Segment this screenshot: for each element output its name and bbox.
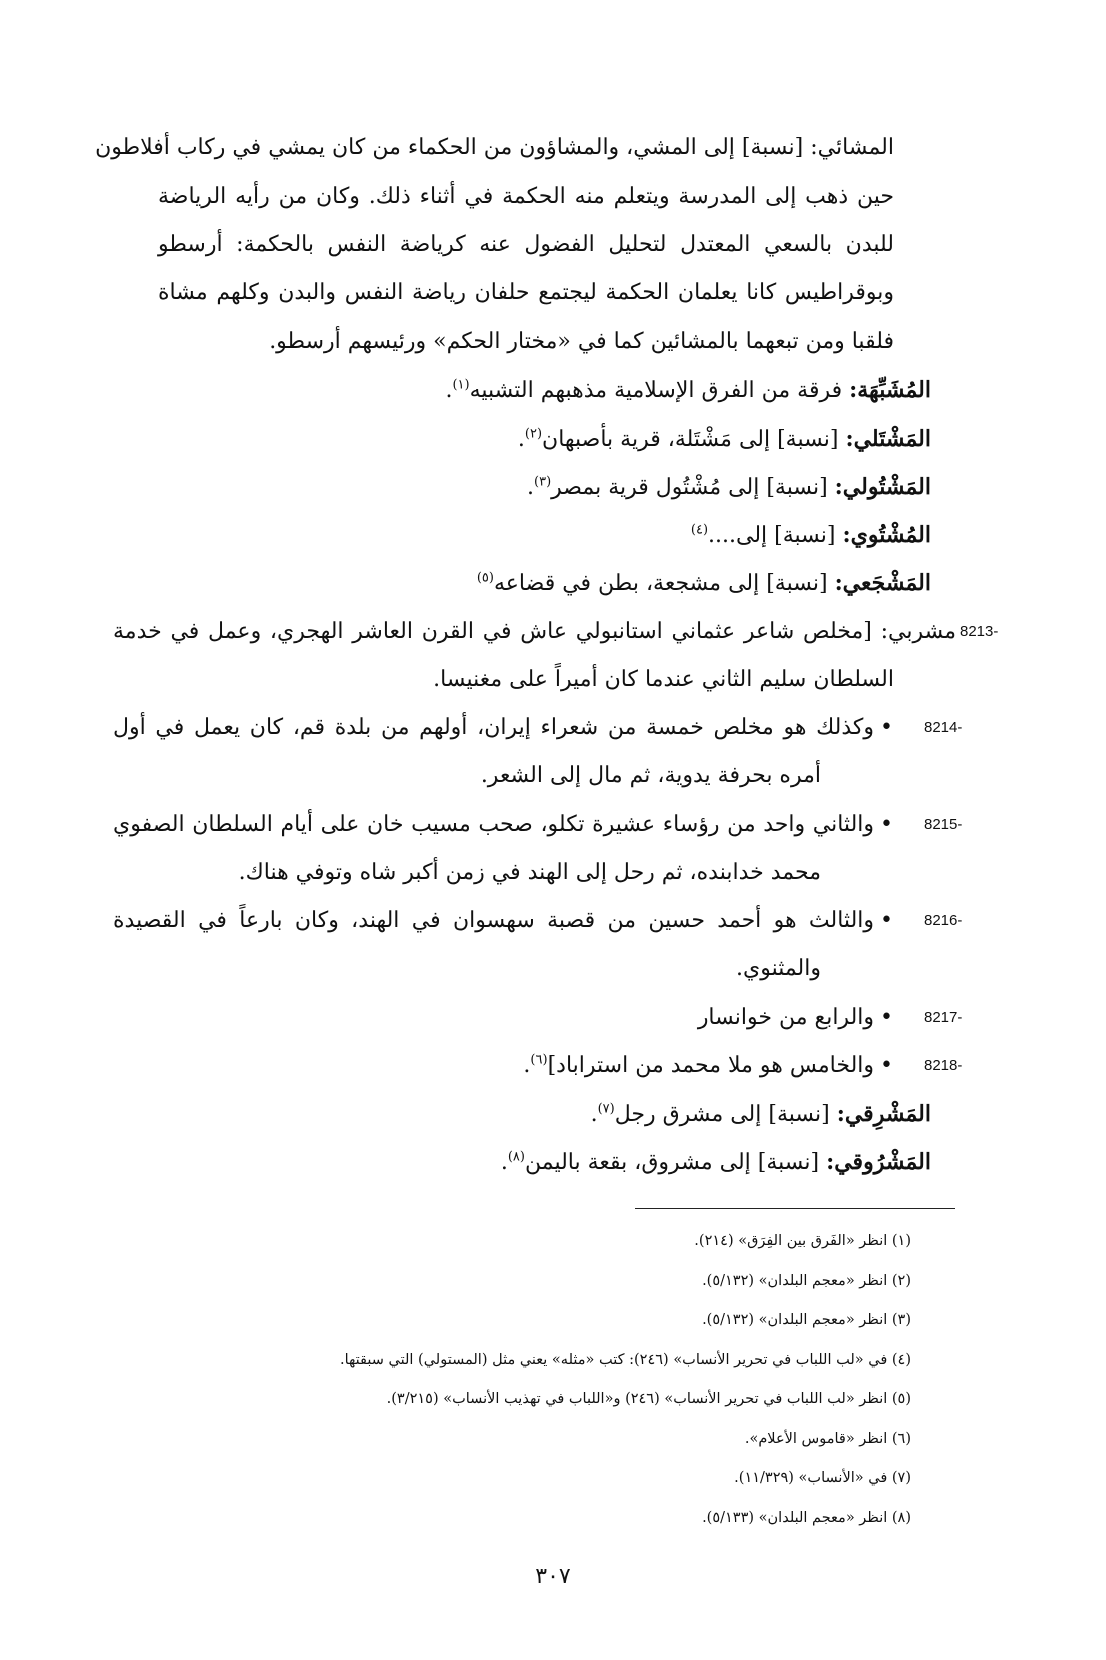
body-line (113, 906, 893, 936)
bullet-icon: • (880, 908, 893, 933)
dictionary-entry (171, 1147, 931, 1177)
body-line: المشائي: [نسبة] إلى المشي، والمشاؤون من الحكماء من كان يمشي في ركاب أفلاطون (95, 135, 894, 160)
dictionary-entry (171, 424, 931, 454)
footnote: (٥) انظر «لب اللباب في تحرير الأنساب» (٢٤٦) و«اللباب في تهذيب الأنساب» (٣/٢١٥). (386, 1391, 911, 1407)
body-line: السلطان سليم الثاني عندما كان أميراً على مغنيسا. (433, 667, 894, 692)
entry-text: [نسبة] إلى مشجعة، بطن في قضاعه (493, 571, 835, 596)
bullet-icon: • (880, 1005, 893, 1030)
body-line: مشربي: [مخلص شاعر عثماني استانبولي عاش في القرن العاشر الهجري، وعمل في خدمة (113, 619, 956, 644)
entry-headword: المَشْجَعي: (834, 570, 931, 596)
entry-headword: المَشْتُولي: (834, 474, 931, 500)
entry-number: 8213- (960, 623, 999, 640)
footnote: (٣) انظر «معجم البلدان» (٥/١٣٢). (702, 1312, 911, 1328)
footnote-ref[interactable]: (٦) (530, 1052, 548, 1068)
footnote: (٤) في «لب اللباب في تحرير الأنساب» (٢٤٦): كتب «مثله» يعني مثل (المستولي) التي سبقتها. (339, 1352, 911, 1368)
dictionary-entry (171, 568, 931, 598)
bullet-icon: • (880, 812, 893, 837)
entry-number: 8214- (924, 719, 963, 736)
dictionary-entry (171, 375, 931, 405)
entry-text: فرقة من الفرق الإسلامية مذهبهم التشبيه (469, 378, 850, 403)
line-text: وكذلك هو مخلص خمسة من شعراء إيران، أولهم من بلدة قم، كان يعمل في أول (113, 715, 875, 740)
body-line: وبوقراطيس كانا يعلمان الحكمة ليجتمع حلفان رياضة النفس والبدن وكلهم مشاة (158, 280, 894, 305)
footnote-ref[interactable]: (٣) (534, 474, 552, 490)
dictionary-entry (171, 1099, 931, 1129)
footnote-ref[interactable]: (٢) (524, 426, 543, 442)
body-line (193, 1051, 893, 1081)
entry-end: . (445, 378, 453, 403)
entry-text: [نسبة] إلى مشروق، بقعة باليمن (524, 1150, 827, 1175)
entry-text: [نسبة] إلى مشرق رجل (614, 1102, 837, 1127)
entry-end: . (500, 1150, 508, 1175)
entry-end: . (590, 1102, 598, 1127)
footnote: (١) انظر «الفَرق بين الفِرَق» (٢١٤). (694, 1233, 911, 1249)
entry-headword: المُشْتُوي: (842, 522, 931, 548)
entry-headword: المَشْرِقي: (836, 1101, 931, 1127)
entry-text: [نسبة] إلى مُشْتُول قرية بمصر (551, 475, 835, 500)
page-number: ٣٠٧ (535, 1564, 571, 1589)
body-line: والمثنوي. (735, 956, 821, 981)
body-line: للبدن بالسعي المعتدل لتحليل الفضول عنه كرياضة النفس بالحكمة: أرسطو (158, 232, 894, 257)
line-text: والخامس هو ملا محمد من استراباد] (547, 1053, 875, 1078)
entry-end: . (517, 427, 525, 452)
footnote-ref[interactable]: (١) (452, 377, 470, 393)
entry-headword: المَشْرُوقي: (826, 1149, 931, 1175)
footnote-ref[interactable]: (٤) (690, 522, 709, 538)
entry-headword: المُشَبِّهَة: (849, 377, 931, 403)
body-line: حين ذهب إلى المدرسة ويتعلم منه الحكمة في أثناء ذلك. وكان من رأيه الرياضة (158, 184, 894, 209)
dictionary-entry (171, 472, 931, 502)
footnote-ref[interactable]: (٨) (507, 1149, 525, 1165)
entry-text: [نسبة] إلى.... (708, 523, 843, 548)
entry-headword: المَشْتَلي: (845, 426, 931, 452)
entry-end: . (523, 1053, 531, 1078)
body-line (113, 713, 893, 743)
footnote-ref[interactable]: (٥) (476, 570, 494, 586)
footnote: (٨) انظر «معجم البلدان» (٥/١٣٣). (702, 1510, 911, 1526)
body-line (113, 810, 893, 840)
entry-number: 8216- (924, 912, 963, 929)
bullet-icon: • (880, 1053, 893, 1078)
footnote: (٧) في «الأنساب» (١١/٣٢٩). (734, 1470, 911, 1486)
footnote: (٢) انظر «معجم البلدان» (٥/١٣٢). (702, 1273, 911, 1289)
body-line: أمره بحرفة يدوية، ثم مال إلى الشعر. (480, 763, 821, 788)
entry-number: 8218- (924, 1057, 963, 1074)
dictionary-entry (171, 520, 931, 550)
body-line: محمد خدابنده، ثم رحل إلى الهند في زمن أكبر شاه وتوفي هناك. (238, 860, 821, 885)
entry-text: [نسبة] إلى مَشْتَلة، قرية بأصبهان (542, 427, 846, 452)
entry-number: 8217- (924, 1009, 963, 1026)
body-line (193, 1003, 893, 1033)
body-line: فلقبا ومن تبعهما بالمشائين كما في «مختار الحكم» ورئيسهم أرسطو. (269, 329, 894, 354)
line-text: والثاني واحد من رؤساء عشيرة تكلو، صحب مسيب خان على أيام السلطان الصفوي (113, 812, 875, 837)
footnote-divider (635, 1208, 955, 1209)
entry-end: . (527, 475, 535, 500)
bullet-icon: • (880, 715, 893, 740)
footnote-ref[interactable]: (٧) (597, 1101, 615, 1117)
line-text: والرابع من خوانسار (697, 1005, 875, 1030)
entry-number: 8215- (924, 816, 963, 833)
footnote: (٦) انظر «قاموس الأعلام». (744, 1431, 911, 1447)
line-text: والثالث هو أحمد حسين من قصبة سهسوان في الهند، وكان بارعاً في القصيدة (113, 908, 875, 933)
